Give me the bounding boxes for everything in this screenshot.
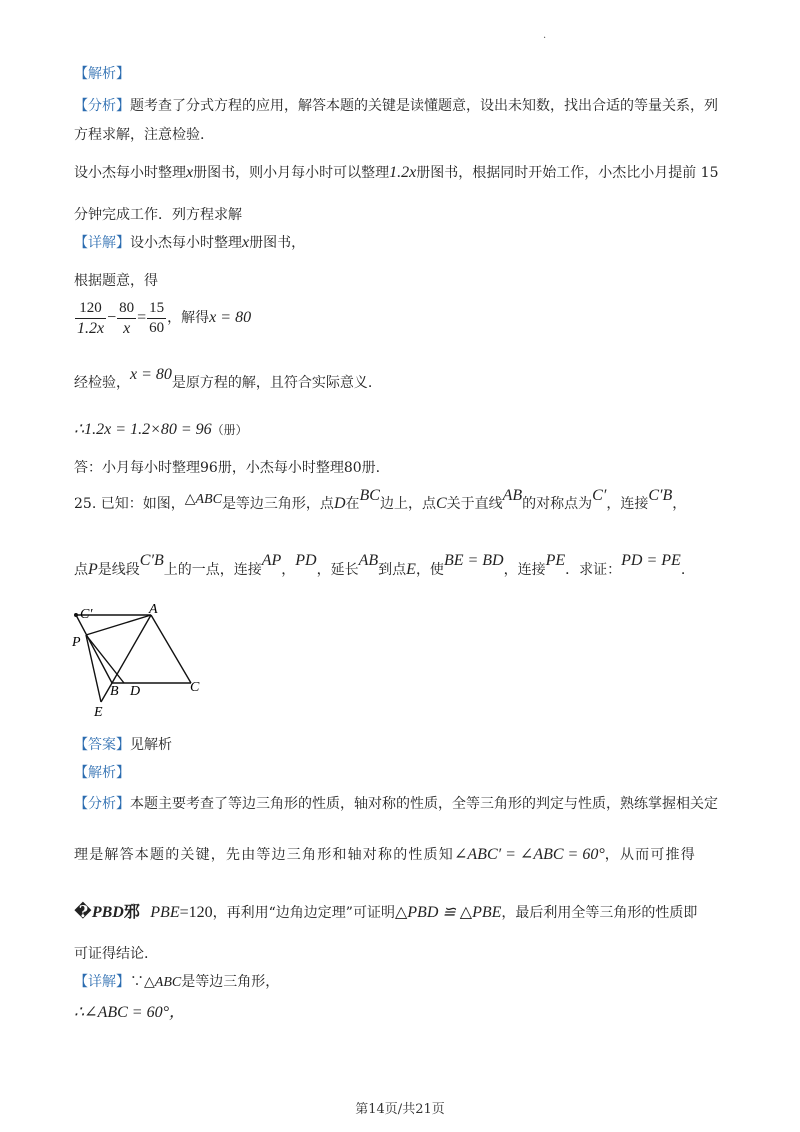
segment-ac (151, 615, 191, 683)
p1-text: 25. 已知：如图， (74, 496, 185, 512)
point-c-prime: C′ (592, 487, 607, 504)
p2-text: . (680, 562, 686, 578)
point-e: E (406, 561, 416, 578)
header-mark: . (543, 30, 547, 41)
p1-text: ，连接 (606, 496, 649, 512)
therefore-line (74, 420, 730, 440)
triangle-abc: △ABC (184, 492, 222, 507)
expr-be-bd: BE = BD (443, 552, 504, 569)
segment-bc: BC (359, 487, 380, 504)
jiexi-tag-2: 【解析】 (74, 765, 130, 781)
fraction-3 (147, 299, 166, 338)
angle-pbd: PBD (91, 904, 124, 921)
label-e: E (94, 705, 103, 720)
angle-value: =120 (179, 904, 213, 921)
unit-text: （册） (211, 423, 248, 437)
problem-25-line1 (74, 487, 730, 515)
expr-pd-pe: PD = PE (621, 552, 681, 569)
fenxi2-text: ，最后利用全等三角形的性质即 (501, 905, 698, 921)
xiangjie-tag-2: 【详解】 (74, 974, 130, 990)
fraction-2 (117, 299, 136, 338)
fenxi2-text: ，再利用“边角边定理”可证明 (212, 905, 395, 921)
fenxi-text: 题考查了分式方程的应用，解答本题的关键是读懂题意，设出未知数，找出合适的等量关系，列 (130, 98, 718, 114)
label-c-prime: C′ (80, 607, 93, 622)
daan-text: 见解析 (130, 737, 172, 753)
label-c: C (190, 680, 200, 695)
jiexi-tag: 【解析】 (74, 66, 130, 82)
angle-pbe: PBE (150, 904, 180, 921)
xiangjie-text-a: 设小杰每小时整理 (130, 235, 242, 251)
check-expr: x = 80 (130, 366, 172, 383)
equation-line (74, 298, 730, 338)
segment-pe: PE (545, 552, 566, 569)
genju-line: 根据题意，得 (74, 273, 158, 289)
xiangjie-tag: 【详解】 (74, 235, 130, 251)
label-d: D (130, 684, 141, 699)
p2-text: ，延长 (316, 562, 359, 578)
fraction-numerator: 80 (117, 299, 136, 319)
garbled-symbol: � (74, 904, 92, 921)
fenxi-paragraph-line1 (74, 96, 730, 116)
check-line (74, 366, 730, 393)
p1-text: 关于直线 (446, 496, 503, 512)
point-c: C (435, 495, 447, 512)
problem-25-line2 (74, 552, 730, 580)
daan-line (74, 735, 730, 755)
p2-text: ．求证： (565, 562, 622, 578)
p1-text: 边上，点 (379, 496, 436, 512)
therefore-expr: ∴1.2x = 1.2×80 = 96 (74, 421, 212, 438)
geometry-figure (68, 602, 228, 722)
p2-text: 到点 (378, 562, 407, 578)
angle-expr: ∠ABC′ = ∠ABC = 60° (454, 846, 605, 863)
var-1-2x: 1.2x (389, 164, 417, 181)
p1-text: ， (672, 496, 687, 512)
fenxi2-text: ，从而可推得 (604, 847, 696, 863)
p2-text: ，使 (415, 562, 444, 578)
p1-text: 在 (345, 496, 360, 512)
last-line (74, 1003, 730, 1023)
daan-tag: 【答案】 (74, 737, 130, 753)
p2-text: ，连接 (503, 562, 546, 578)
setup-text-c: 册图书，根据同时开始工作，小杰比小月提前 15 (416, 165, 719, 181)
fenxi2-line1 (74, 794, 730, 814)
congruence-expr: △PBD ≌ △PBE (394, 904, 502, 921)
fenxi2-text: 本题主要考查了等边三角形的性质，轴对称的性质，全等三角形的判定与性质，熟练掌握相关定 (130, 796, 718, 812)
fenxi2-line3 (74, 902, 730, 923)
segment-cpb: C′B (139, 552, 164, 569)
p2-text: 点 (74, 562, 88, 578)
setup-text-b: 册图书，则小月每小时可以整理 (193, 165, 390, 181)
fraction-denominator: 1.2x (77, 319, 105, 337)
segment-ab: AB (358, 552, 379, 569)
solve-text: ，解得 (167, 310, 210, 326)
equals-sign: = (137, 309, 147, 326)
solution-expr: x = 80 (209, 309, 252, 326)
fenxi-paragraph-line2: 方程求解，注意检验. (74, 127, 205, 143)
xiangjie2-text: 是等边三角形， (181, 974, 280, 990)
setup-line (74, 163, 730, 183)
garbled-char: 邪 (123, 902, 140, 921)
segment-cpb: C′B (648, 487, 673, 504)
fenxi-tag-2: 【分析】 (74, 796, 130, 812)
fraction-denominator: 60 (149, 319, 165, 336)
fraction-denominator: x (123, 319, 131, 337)
fenxi2-line4: 可证得结论. (74, 946, 149, 962)
minus-sign: − (107, 309, 117, 326)
because-symbol: ∵ (130, 974, 144, 990)
answer-line: 答：小月每小时整理96册，小杰每小时整理80册. (74, 460, 381, 476)
label-p: P (72, 635, 81, 650)
setup-line2: 分钟完成工作．列方程求解 (74, 207, 242, 223)
point-c-prime-dot (74, 613, 78, 617)
line-ab: AB (502, 487, 523, 504)
point-p: P (88, 561, 98, 578)
segment-pd: PD (295, 552, 317, 569)
p2-text: 上的一点，连接 (163, 562, 262, 578)
fenxi2-line2 (74, 845, 730, 865)
triangle-abc: △ABC (144, 975, 182, 990)
fraction-numerator: 120 (75, 299, 106, 319)
xiangjie2-line (74, 972, 730, 993)
angle-abc-60: ∴∠ABC = 60°， (74, 1004, 186, 1021)
var-x: x (242, 234, 250, 251)
segment-ap: AP (261, 552, 282, 569)
fraction-1 (75, 299, 106, 338)
var-x: x (186, 164, 194, 181)
label-a: A (149, 602, 158, 617)
fenxi-tag: 【分析】 (74, 98, 130, 114)
p1-text: 的对称点为 (522, 496, 593, 512)
p1-text: 是等边三角形，点 (221, 496, 334, 512)
page-footer: 第14页/共21页 (355, 1102, 445, 1117)
fenxi2-text: 理是解答本题的关键，先由等边三角形和轴对称的性质知 (74, 847, 454, 863)
label-b: B (110, 684, 119, 699)
check-text-a: 经检验， (74, 375, 130, 391)
xiangjie-text-b: 册图书， (249, 235, 306, 251)
p2-text: 是线段 (97, 562, 140, 578)
p2-text: ， (281, 562, 296, 578)
setup-text-a: 设小杰每小时整理 (74, 165, 186, 181)
check-text-b: 是原方程的解，且符合实际意义. (171, 375, 373, 391)
point-d: D (333, 495, 346, 512)
fraction-numerator: 15 (147, 299, 166, 319)
xiangjie-line (74, 233, 730, 253)
